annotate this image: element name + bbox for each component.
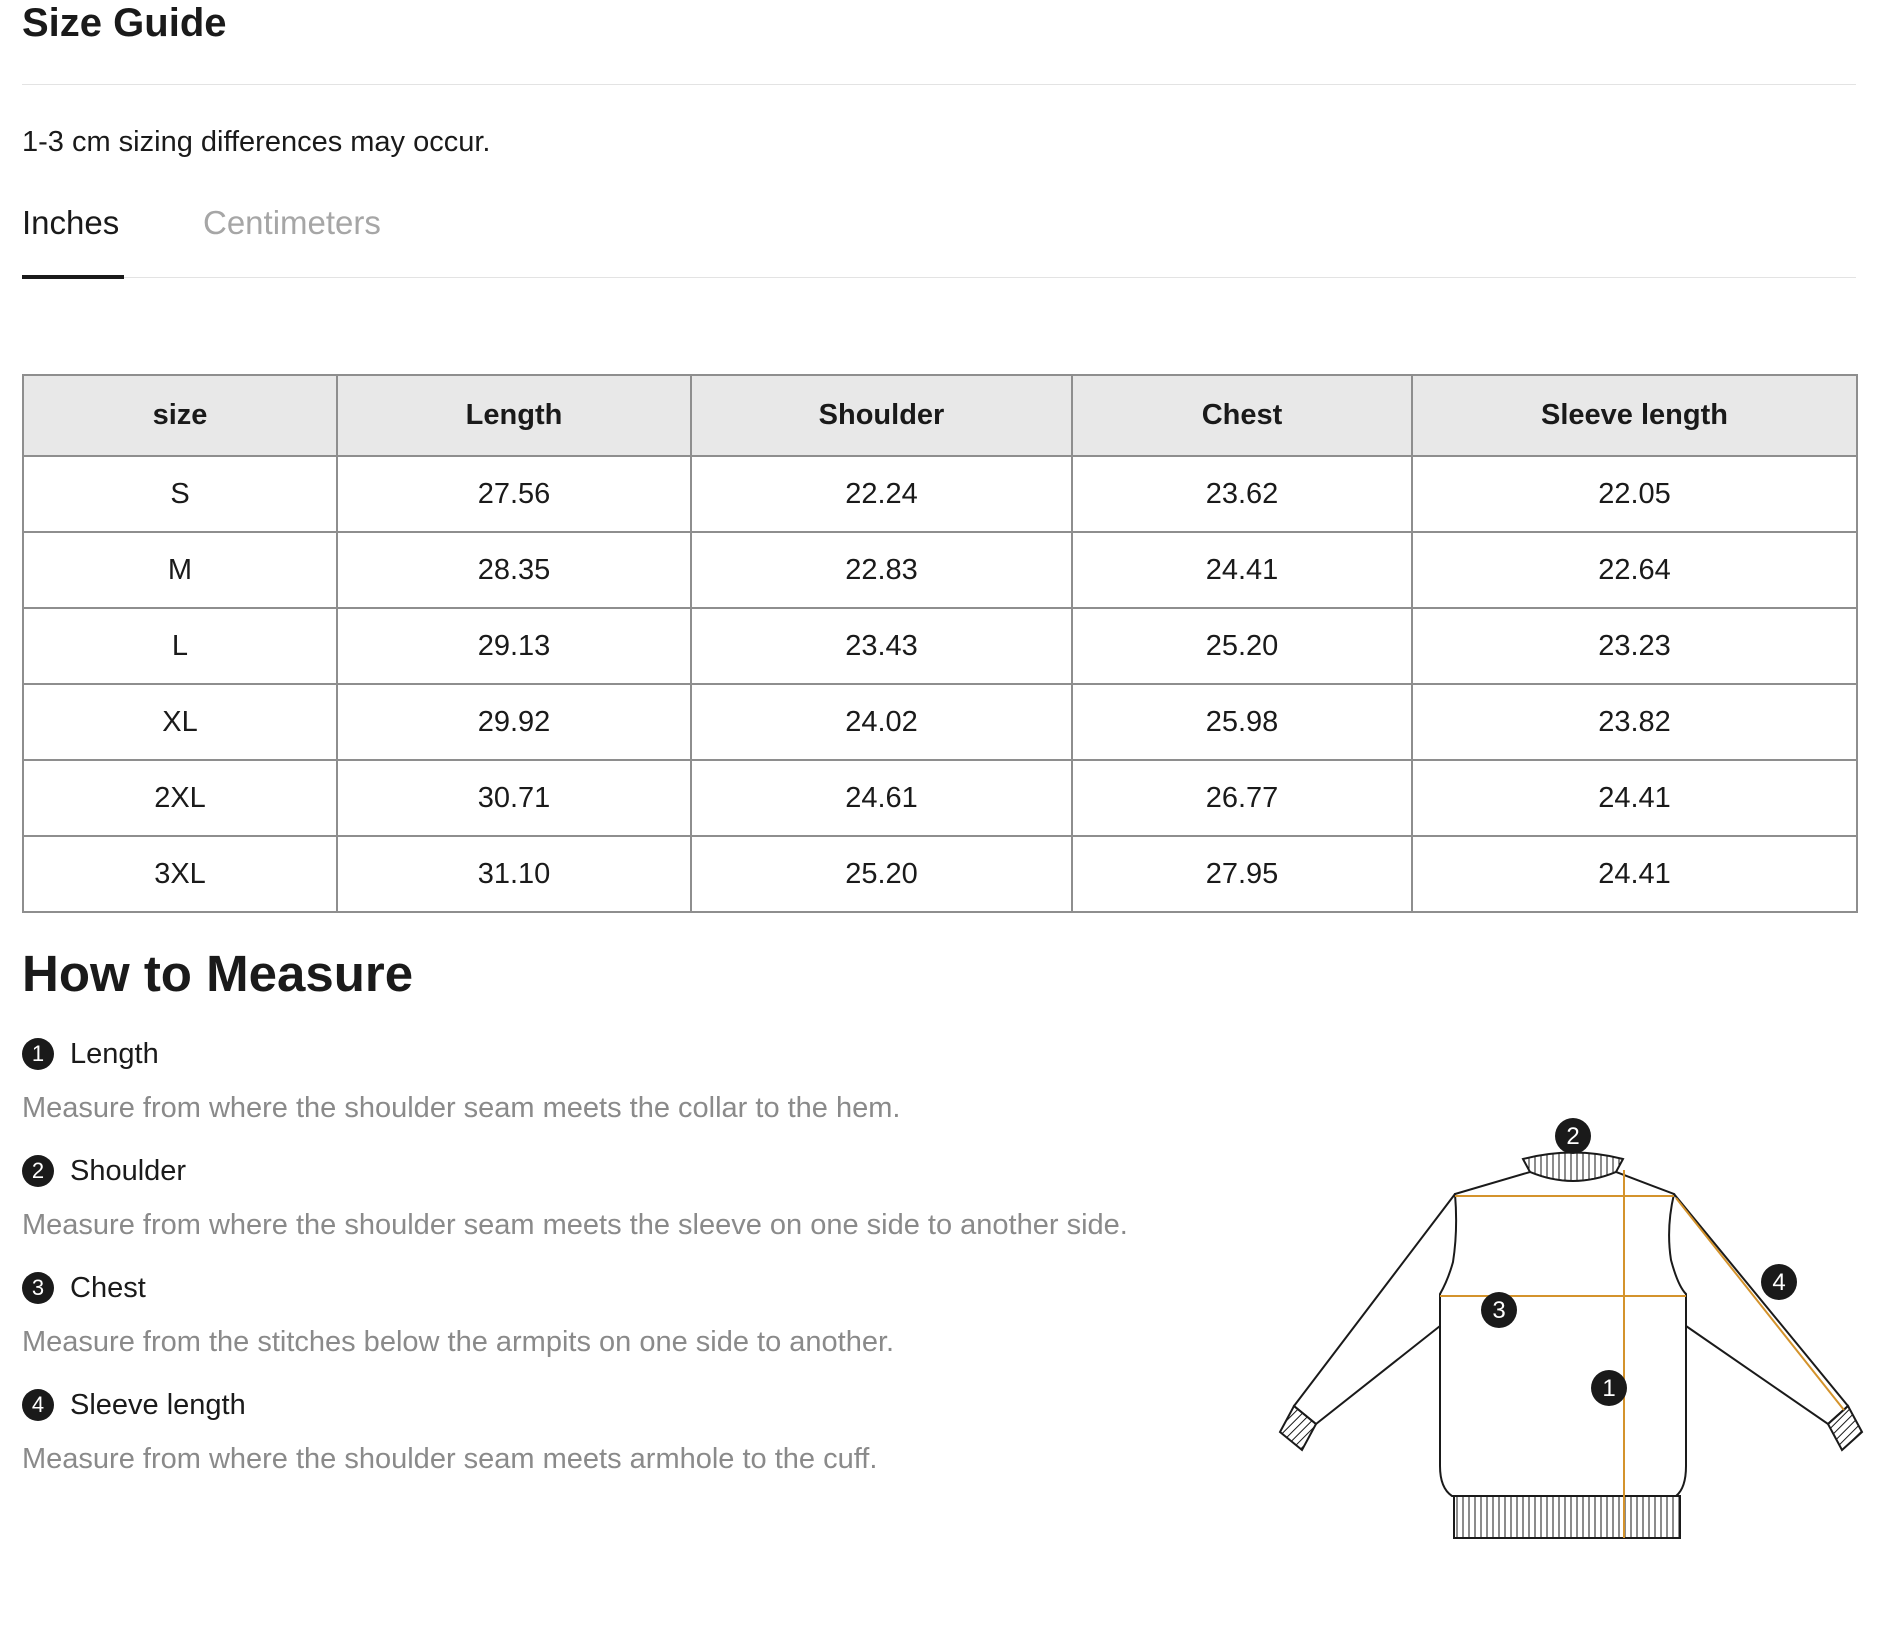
column-header-size: size: [23, 375, 337, 456]
table-cell: 23.62: [1072, 456, 1412, 532]
table-cell: S: [23, 456, 337, 532]
step-description: Measure from the stitches below the armpits on one side to another.: [22, 1326, 895, 1358]
step-description: Measure from where the shoulder seam meets the collar to the hem.: [22, 1092, 901, 1124]
table-cell: 24.41: [1412, 760, 1857, 836]
left-sleeve: [1294, 1194, 1455, 1424]
table-cell: 23.23: [1412, 608, 1857, 684]
step-title: Sleeve length: [70, 1389, 246, 1421]
table-cell: 2XL: [23, 760, 337, 836]
step-description: Measure from where the shoulder seam meets the sleeve on one side to another side.: [22, 1209, 1128, 1241]
hem: [1454, 1496, 1680, 1538]
step-number-badge: 4: [22, 1389, 54, 1421]
table-cell: L: [23, 608, 337, 684]
unit-tabs: [22, 200, 1856, 279]
svg-text:2: 2: [1566, 1123, 1580, 1150]
table-cell: M: [23, 532, 337, 608]
table-row: [23, 760, 1857, 836]
svg-text:4: 4: [1772, 1269, 1786, 1296]
tabs-divider: [22, 277, 1856, 278]
table-cell: 24.02: [691, 684, 1072, 760]
table-cell: 22.05: [1412, 456, 1857, 532]
table-cell: 23.82: [1412, 684, 1857, 760]
sizing-note: 1-3 cm sizing differences may occur.: [22, 126, 491, 158]
svg-text:1: 1: [1602, 1375, 1616, 1402]
table-cell: 28.35: [337, 532, 691, 608]
divider: [22, 84, 1856, 85]
marker-4: [1761, 1264, 1797, 1300]
column-header-sleeve-length: Sleeve length: [1412, 375, 1857, 456]
tab-centimeters[interactable]: Centimeters: [203, 204, 381, 241]
table-cell: 24.41: [1412, 836, 1857, 912]
step-title: Length: [70, 1038, 159, 1070]
left-cuff: [1280, 1406, 1316, 1450]
column-header-chest: Chest: [1072, 375, 1412, 456]
table-row: [23, 532, 1857, 608]
step-number-badge: 1: [22, 1038, 54, 1070]
marker-1: [1591, 1370, 1627, 1406]
step-title: Shoulder: [70, 1155, 187, 1187]
table-cell: XL: [23, 684, 337, 760]
table-cell: 25.20: [1072, 608, 1412, 684]
tab-inches[interactable]: Inches: [22, 204, 120, 241]
table-row: [23, 456, 1857, 532]
table-cell: 22.24: [691, 456, 1072, 532]
svg-text:3: 3: [1492, 1297, 1506, 1324]
table-cell: 22.83: [691, 532, 1072, 608]
table-row: [23, 836, 1857, 912]
table-cell: 27.56: [337, 456, 691, 532]
table-cell: 25.20: [691, 836, 1072, 912]
table-cell: 3XL: [23, 836, 337, 912]
table-cell: 29.13: [337, 608, 691, 684]
table-cell: 23.43: [691, 608, 1072, 684]
table-cell: 27.95: [1072, 836, 1412, 912]
column-header-shoulder: Shoulder: [691, 375, 1072, 456]
table-cell: 29.92: [337, 684, 691, 760]
table-cell: 24.61: [691, 760, 1072, 836]
table-cell: 25.98: [1072, 684, 1412, 760]
step-number-badge: 3: [22, 1272, 54, 1304]
marker-3: [1481, 1292, 1517, 1328]
table-row: [23, 608, 1857, 684]
how-to-measure-title: How to Measure: [22, 945, 414, 1002]
step-title: Chest: [70, 1272, 146, 1304]
table-cell: 22.64: [1412, 532, 1857, 608]
table-cell: 30.71: [337, 760, 691, 836]
table-row: [23, 684, 1857, 760]
table-cell: 26.77: [1072, 760, 1412, 836]
step-number-badge: 2: [22, 1155, 54, 1187]
active-tab-indicator: [22, 275, 124, 279]
marker-2: [1555, 1118, 1591, 1154]
sweater-measurement-diagram-icon: [1262, 1110, 1877, 1550]
table-cell: 24.41: [1072, 532, 1412, 608]
page-title: Size Guide: [22, 1, 227, 45]
column-header-length: Length: [337, 375, 691, 456]
size-table: [22, 374, 1858, 913]
right-cuff: [1828, 1406, 1862, 1450]
table-cell: 31.10: [337, 836, 691, 912]
step-description: Measure from where the shoulder seam meets armhole to the cuff.: [22, 1443, 878, 1475]
sweater-body: [1440, 1172, 1686, 1496]
table-header-row: [23, 375, 1857, 456]
